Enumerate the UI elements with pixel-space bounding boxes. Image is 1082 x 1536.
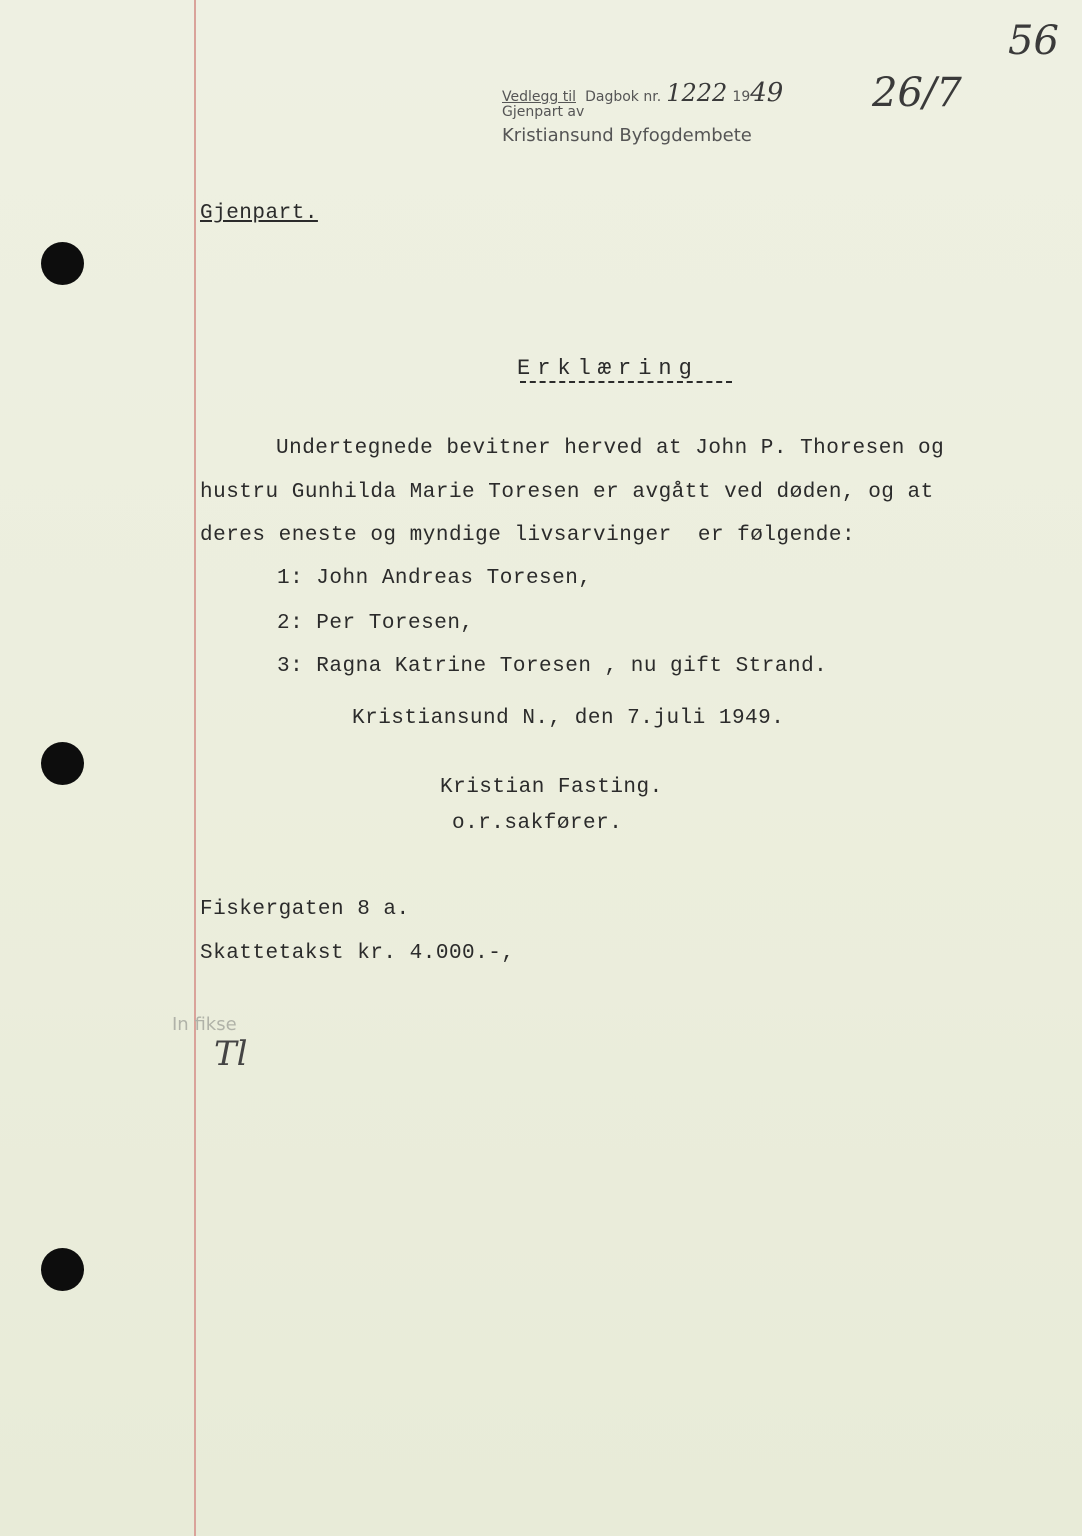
heir-item-1: 1: John Andreas Toresen, [277,567,592,590]
punch-hole-middle [41,742,84,785]
stamp-number: 1222 [666,79,728,107]
paragraph-line-2: hustru Gunhilda Marie Toresen er avgått ved døden, og at [200,481,934,504]
stamp-year: 19 [732,89,751,105]
heir-item-2: 2: Per Toresen, [277,612,474,635]
stamp-line2: Gjenpart av [502,104,585,120]
address: Fiskergaten 8 a. [200,898,410,921]
stamp-dagbok: Dagbok nr. [585,89,662,105]
signature-title: o.r.sakfører. [452,812,623,835]
paragraph-line-1: Undertegnede bevitner herved at John P. Thoresen og [276,437,945,460]
stamp-year-hand: 49 [750,78,784,108]
document-title: Erklæring [517,356,699,381]
stamp-line1: Vedlegg til [502,89,576,105]
tax-value: Skattetakst kr. 4.000.-, [200,942,515,965]
signature-name: Kristian Fasting. [440,776,663,799]
heir-item-3: 3: Ragna Katrine Toresen , nu gift Strand. [277,655,828,678]
margin-note-initials: Tl [214,1034,248,1074]
title-underline [520,381,732,383]
punch-hole-bottom [41,1248,84,1291]
margin-line [194,0,196,1536]
punch-hole-top [41,242,84,285]
place-date: Kristiansund N., den 7.juli 1949. [352,707,785,730]
date-note: 26/7 [872,70,962,116]
margin-note-stamp: In fikse [172,1014,237,1035]
paragraph-line-3: deres eneste og myndige livsarvinger er følgende: [200,524,856,547]
stamp-line3: Kristiansund Byfogdembete [502,125,752,146]
page-number: 56 [1008,18,1059,64]
document-label: Gjenpart. [200,202,318,225]
